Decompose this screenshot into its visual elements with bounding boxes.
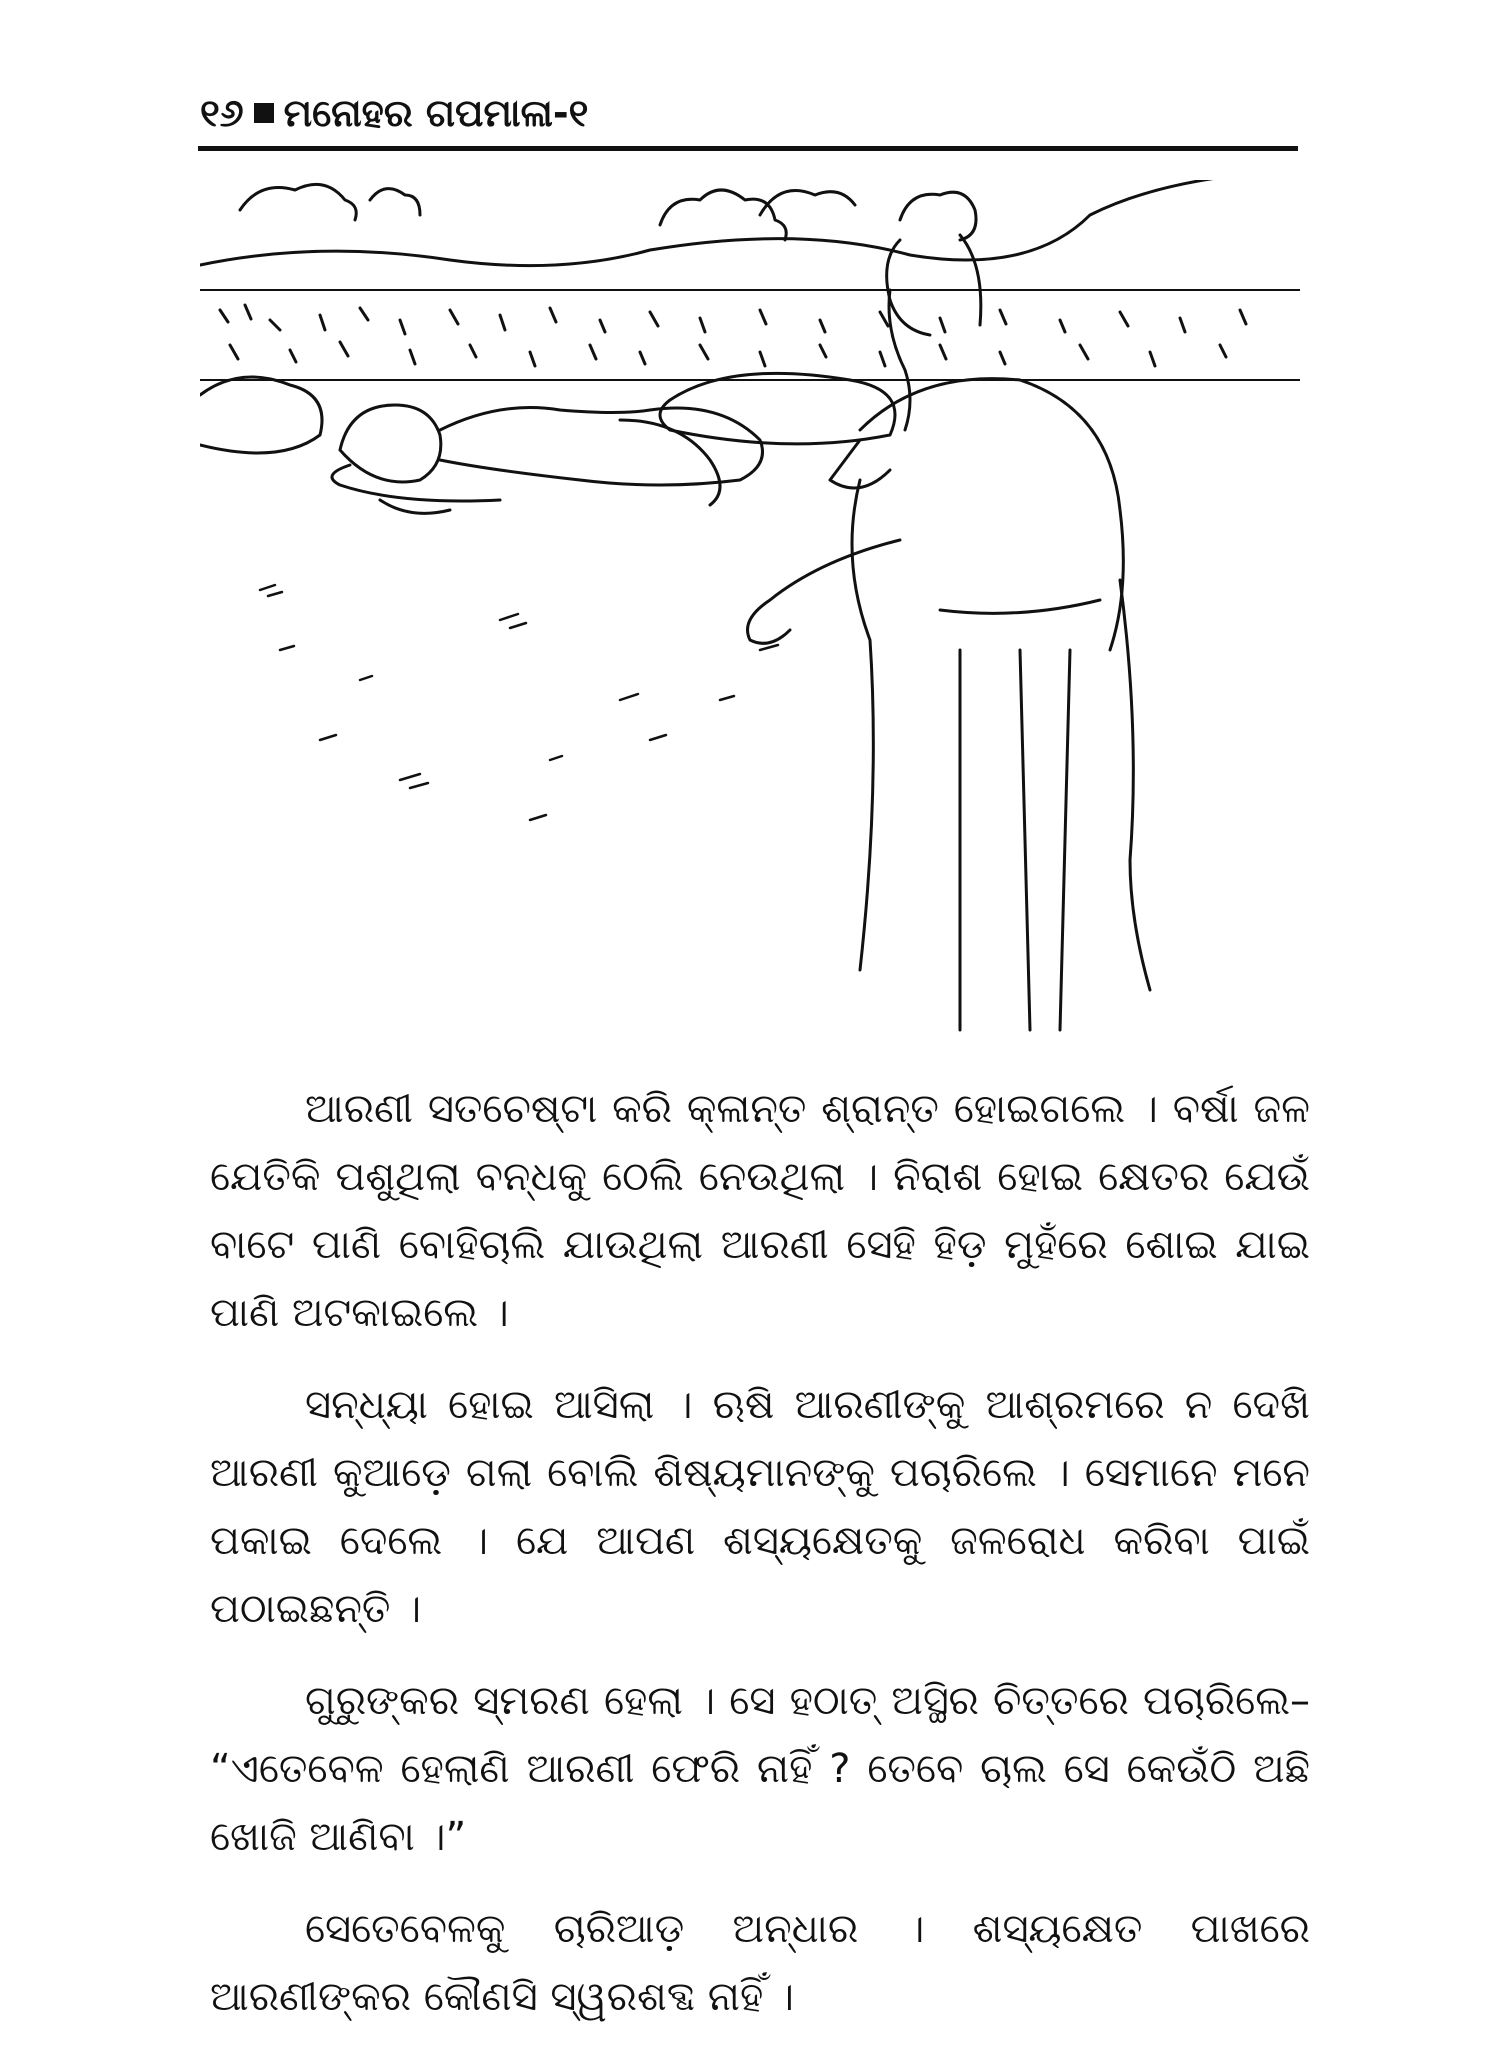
cloud-icon [240, 184, 855, 240]
paragraph: ଗୁରୁଙ୍କର ସ୍ମରଣ ହେଲା । ସେ ହଠାତ୍ ଅସ୍ଥିର ଚିତ୍ତରେ ପଚାରିଲେ– “ଏତେବେଳ ହେଲାଣି ଆରଣୀ ଫେରି ନାହିଁ ? ତେବେ ଚାଲ ସେ କେଉଁଠି ଅଛି ଖୋଜି ଆଣିବା ।” [210, 1678, 1310, 1860]
story-text [210, 1075, 1310, 2055]
paragraph: ଆରଣୀ ସତଚେଷ୍ଟା କରି କ୍ଳାନ୍ତ ଶ୍ରାନ୍ତ ହୋଇଗଲେ । ବର୍ଷା ଜଳ ଯେତିକି ପଶୁଥିଲା ବନ୍ଧକୁ ଠେଲି ନେଉଥିଲା । ନିରାଶ ହୋଇ କ୍ଷେତର ଯେଉଁ ବାଟେ ପାଣି ବୋହିଚାଲି ଯାଉଥିଲା ଆରଣୀ ସେହି ହିଡ଼ ମୁହଁରେ ଶୋଇ ଯାଇ ପାଣି ଅଟକାଇଲେ । [210, 1086, 1310, 1336]
header-rule [198, 146, 1298, 151]
sage-and-sleeping-boy-illustration [200, 180, 1300, 1040]
paragraph: ସନ୍ଧ୍ୟା ହୋଇ ଆସିଲା । ଋଷି ଆରଣୀଙ୍କୁ ଆଶ୍ରମରେ ନ ଦେଖି ଆରଣୀ କୁଆଡ଼େ ଗଲା ବୋଲି ଶିଷ୍ୟମାନଙ୍କୁ ପଚାରିଲେ । ସେମାନେ ମନେ ପକାଇ ଦେଲେ । ଯେ ଆପଣ ଶସ୍ୟକ୍ଷେତକୁ ଜଳରୋଧ କରିବା ପାଇଁ ପଠାଇଛନ୍ତି । [210, 1382, 1310, 1632]
paragraph: ସେତେବେଳକୁ ଚାରିଆଡ଼ ଅନ୍ଧାର । ଶସ୍ୟକ୍ଷେତ ପାଖରେ ଆରଣୀଙ୍କର କୌଣସି ସ୍ୱରଶବ୍ଦ ନାହିଁ । [210, 1906, 1310, 2020]
page-number: ୧୬ [200, 90, 244, 135]
book-title: ମନୋହର ଗପମାଳା-୧ [283, 90, 589, 135]
sage-icon [748, 192, 1151, 1030]
page-header [200, 88, 588, 138]
sleeping-boy-icon [332, 405, 763, 513]
separator-square-icon [254, 103, 274, 123]
